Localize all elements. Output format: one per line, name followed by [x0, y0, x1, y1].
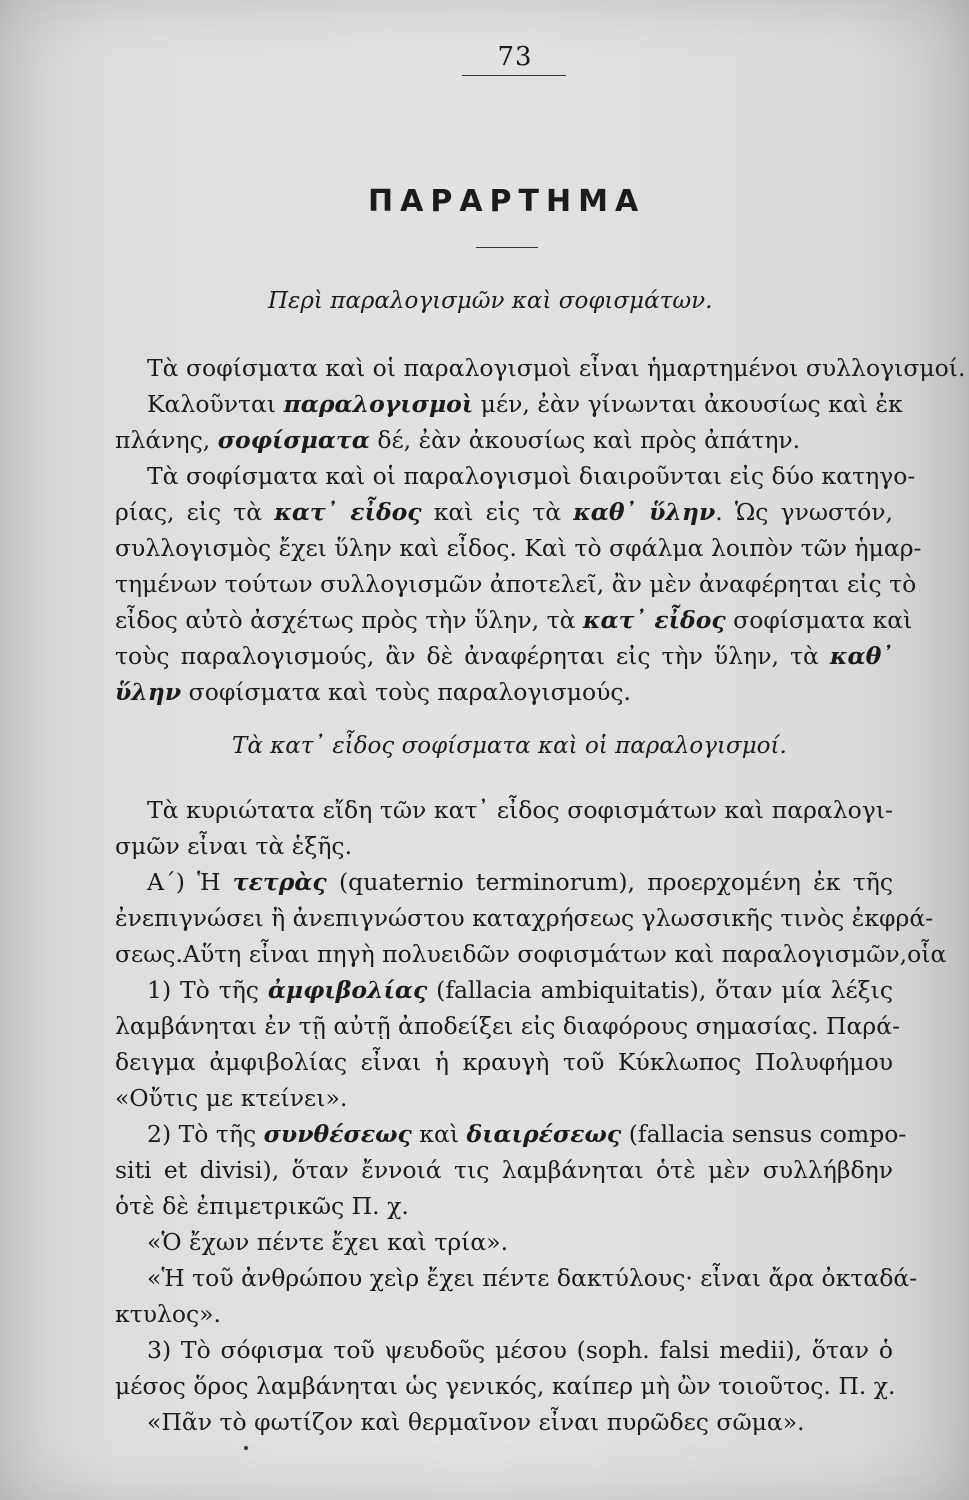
term-sofismata: σοφίσματα	[217, 426, 370, 454]
text-line: λαμβάνηται ἐν τῇ αὐτῇ ἀποδείξει εἰς διαφόρους σημασίας. Παρά-	[115, 1012, 901, 1040]
text-line: τημένων τούτων συλλογισμῶν ἀποτελεῖ, ἂν μὲν ἀναφέρηται εἰς τὸ	[115, 570, 917, 598]
text-line: πλάνης, σοφίσματα δέ, ἐὰν ἀκουσίως καὶ πρὸς ἀπάτην.	[115, 426, 801, 454]
term-tetras: τετρὰς	[232, 868, 327, 896]
page-number-rule	[462, 75, 566, 76]
ink-speck	[244, 1446, 248, 1450]
appendix-title: ΠΑΡΑΡΤΗΜΑ	[368, 184, 646, 219]
text-line: εἶδος αὐτὸ ἀσχέτως πρὸς τὴν ὕλην, τὰ κατ᾽ εἶδος σοφίσματα καὶ	[115, 606, 913, 634]
text-line: 1) Τὸ τῆς ἀμφιβολίας (fallacia ambiquitatis), ὅταν μία λέξις	[147, 976, 893, 1004]
text-line: Α΄) Ἡ τετρὰς (quaternio terminorum), προερχομένη ἐκ τῆς	[147, 868, 893, 896]
text-line: 3) Τὸ σόφισμα τοῦ ψευδοῦς μέσου (soph. falsi medii), ὅταν ὁ	[147, 1336, 893, 1364]
section-heading: Περὶ παραλογισμῶν καὶ σοφισμάτων.	[268, 288, 713, 314]
text-line: δειγμα ἀμφιβολίας εἶναι ἡ κραυγὴ τοῦ Κύκλωπος Πολυφήμου	[115, 1048, 893, 1076]
text-line: σεως.Αὕτη εἶναι πηγὴ πολυειδῶν σοφισμάτων καὶ παραλογισμῶν,οἷα	[115, 940, 947, 968]
term-paralogismoi: παραλογισμοὶ	[283, 390, 474, 418]
term-ylin: ὕλην	[115, 678, 182, 706]
text-line: ὕλην σοφίσματα καὶ τοὺς παραλογισμούς.	[115, 678, 632, 706]
text-line: «Ὁ ἔχων πέντε ἔχει καὶ τρία».	[147, 1228, 509, 1256]
text-line: ὁτὲ δὲ ἐπιμετρικῶς Π. χ.	[115, 1192, 409, 1220]
text-line: siti et divisi), ὅταν ἔννοιά τις λαμβάνηται ὁτὲ μὲν συλλήβδην	[115, 1156, 893, 1184]
term-kath: καθ᾽	[829, 642, 893, 670]
text-line: Τὰ κυριώτατα εἴδη τῶν κατ᾽ εἶδος σοφισμάτων καὶ παραλογι-	[147, 796, 893, 824]
text-line: μέσος ὅρος λαμβάνηται ὡς γενικός, καίπερ μὴ ὢν τοιοῦτος. Π. χ.	[115, 1372, 896, 1400]
text-line: σμῶν εἶναι τὰ ἑξῆς.	[115, 832, 353, 860]
text-line: 2) Τὸ τῆς συνθέσεως καὶ διαιρέσεως (fallacia sensus compo-	[147, 1120, 907, 1148]
text-line: «Ἡ τοῦ ἀνθρώπου χεὶρ ἔχει πέντε δακτύλους· εἶναι ἄρα ὀκταδά-	[147, 1264, 918, 1292]
text-line: ρίας, εἰς τὰ κατ᾽ εἶδος καὶ εἰς τὰ καθ᾽ ὕλην. Ὡς γνωστόν,	[115, 498, 893, 526]
subsection-heading: Τὰ κατ᾽ εἶδος σοφίσματα καὶ οἱ παραλογισμοί.	[232, 733, 787, 759]
term-amfivolias: ἀμφιβολίας	[267, 976, 428, 1004]
text-line: ἐνεπιγνώσει ἢ ἀνεπιγνώστου καταχρήσεως γλωσσικῆς τινὸς ἐκφρά-	[115, 904, 934, 932]
term-kat-eidos: κατ᾽ εἶδος	[582, 606, 726, 634]
title-rule	[476, 247, 538, 248]
text-line: τοὺς παραλογισμούς, ἂν δὲ ἀναφέρηται εἰς τὴν ὕλην, τὰ καθ᾽	[115, 642, 893, 670]
term-kat-eidos: κατ᾽ εἶδος	[274, 498, 422, 526]
text-line: Τὰ σοφίσματα καὶ οἱ παραλογισμοὶ εἶναι ἡμαρτημένοι συλλογισμοί.	[147, 354, 966, 382]
text-line: Τὰ σοφίσματα καὶ οἱ παραλογισμοὶ διαιροῦνται εἰς δύο κατηγο-	[147, 462, 916, 490]
text-line: Καλοῦνται παραλογισμοὶ μέν, ἐὰν γίνωνται ἀκουσίως καὶ ἐκ	[147, 390, 903, 418]
text-line: κτυλος».	[115, 1300, 222, 1328]
text-line: «Οὔτις με κτείνει».	[115, 1084, 348, 1112]
page-number: 73	[497, 42, 533, 72]
text-line: «Πᾶν τὸ φωτίζον καὶ θερμαῖνον εἶναι πυρῶδες σῶμα».	[147, 1408, 805, 1436]
text-line: συλλογισμὸς ἔχει ὕλην καὶ εἶδος. Καὶ τὸ σφάλμα λοιπὸν τῶν ἡμαρ-	[115, 534, 922, 562]
term-syntheseos: συνθέσεως	[263, 1120, 412, 1148]
term-diaireseos: διαιρέσεως	[466, 1120, 622, 1148]
term-kath-ylin: καθ᾽ ὕλην	[573, 498, 716, 526]
